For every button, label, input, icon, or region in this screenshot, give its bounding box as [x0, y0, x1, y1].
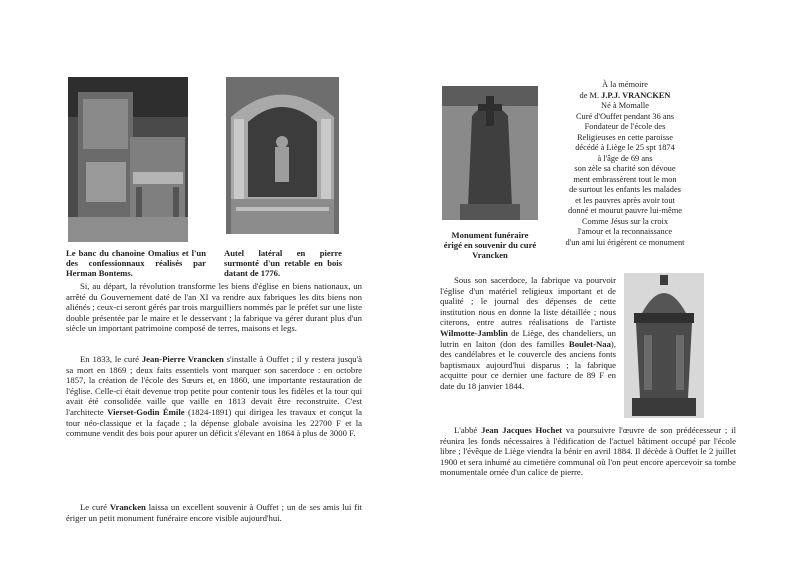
- photo-confessional: [68, 77, 188, 242]
- text-run: va poursuivre l'œuvre de son prédécesseur ; il réunira les fonds nécessaires à l'édification de l'actuel bâtiment occupé par l'école libre ; l'évêque de Liège viendra la bénir en avril 1884. Il décède à Ouffet le 2 juillet 1900 et sera inhumé au cimetière communal où l'on peut encore apercevoir sa tombe monumentale ornée d'un calice de pierre.: [440, 425, 736, 478]
- text-run: décédé à Liège le 25 spt 1874: [575, 143, 675, 152]
- photo-funeral-monument: [442, 86, 538, 220]
- left-paragraph-1: Si, au départ, la révolution transforme les biens d'église en biens nationaux, un arrêté du Gouvernement daté de l'an XI va rendre aux fabriques les dits biens non aliénés ; ceux-ci seront gérés par trois marguilliers nommés par le préfet sur une liste double présentée par le maire et le desservant ; la fabrique va gérer durant plus d'un siècle un important patrimoine composé de terres, maisons et legs.: [66, 281, 362, 334]
- text-run: ment embrassèrent tout le mon: [573, 174, 677, 184]
- right-paragraph-1: [440, 275, 616, 392]
- memorial-line: [540, 80, 710, 91]
- text-run: l'amour et la reconnaissance: [577, 227, 673, 236]
- text-run: de M.: [579, 90, 602, 100]
- caption-funeral-monument: Monument funéraire érigé en souvenir du curé Vrancken: [443, 230, 537, 260]
- left-paragraph-3: [66, 502, 362, 523]
- bold-name: Jean-Pierre Vrancken: [141, 354, 224, 364]
- memorial-line: [540, 217, 710, 228]
- memorial-line: [540, 101, 710, 112]
- text-run: Né à Momalle: [601, 101, 649, 110]
- bold-name: Jean Jacques Hochet: [481, 425, 563, 435]
- memorial-line: [540, 91, 710, 102]
- text-run: et les pauvres après avoir tout: [575, 195, 675, 205]
- bold-name: Wilmotte-Jamblin: [440, 327, 508, 338]
- bold-name: Vierset-Godin Émile: [107, 406, 185, 417]
- text-run: Religieuses en cette paroisse: [576, 132, 674, 142]
- memorial-line: [540, 143, 710, 154]
- text-run: laissa un excellent souvenir à Ouffet ; un de ses amis lui fit ériger un petit monument funéraire encore visible aujourd'hui.: [66, 502, 362, 523]
- text-run: À la mémoire: [601, 80, 649, 89]
- right-paragraph-2: [440, 425, 736, 478]
- memorial-line: [540, 238, 710, 249]
- memorial-line: [540, 154, 710, 165]
- text-run: s'installe à Ouffet ; il y restera jusqu'à sa mort en 1869 ; deux faits essentiels vont marquer son sacerdoce : en octobre 1857, la création de l'école des Sœurs et, en 1860, une importante restauration de l'église. Celle-ci était devenue trop petite pour contenir tous les fidèles et la tour qui avait été consolidée vaille que vaille en 1813 devait être reconstruite. C'est l'architecte: [66, 354, 362, 417]
- bold-name: Vrancken: [109, 502, 146, 512]
- text-run: Comme Jésus sur la croix: [581, 216, 669, 226]
- text-run: son zèle sa charité son dévoue: [574, 164, 676, 173]
- memorial-line: [540, 175, 710, 186]
- text-run: En 1833, le curé: [80, 354, 142, 364]
- text-run: à l'âge de 69 ans: [597, 153, 653, 163]
- text-run: Curé d'Ouffet pendant 36 ans: [575, 111, 675, 121]
- memorial-line: [540, 112, 710, 123]
- text-run: de Liège, des chandeliers, un lutrin en laiton (don des familles: [440, 327, 616, 349]
- bold-name: J.P.J. VRANCKEN: [601, 90, 671, 100]
- text-run: L'abbé: [454, 425, 482, 435]
- text-run: d'un ami lui érigèrent ce monument: [565, 237, 685, 247]
- memorial-line: [540, 196, 710, 207]
- memorial-line: [540, 206, 710, 217]
- text-run: (1824-1891) qui dirigea les travaux et conçut la tour néo-classique et la façade ; la dépense globale avoisina les 22700 F et la commune vendit des bois pour apurer un déficit s'élevant en 1864 à plus de 3000 F.: [66, 406, 363, 439]
- caption-altar: Autel latéral en pierre surmonté d'un retable en bois datant de 1776.: [224, 248, 342, 278]
- photo-altar: [226, 77, 339, 234]
- text-run: donné et mourut pauvre lui-même: [568, 206, 682, 215]
- caption-confessional: Le banc du chanoine Omalius et l'un des confessionnaux réalisés par Herman Bontems.: [66, 248, 206, 278]
- memorial-line: [540, 122, 710, 133]
- bold-name: Boulet-Naa: [568, 338, 611, 349]
- text-run: ), des candélabres et le couvercle des anciens fonts baptismaux aujourd'hui disparus ; la fabrique acquitte pour ce dernier une facture de 89 F en date du 18 janvier 1844.: [440, 338, 616, 391]
- text-run: de surtout les enfants les malades: [569, 185, 681, 194]
- photo-baptismal-font-cover: [624, 273, 704, 418]
- memorial-line: [540, 133, 710, 144]
- memorial-line: [540, 164, 710, 175]
- text-run: Fondateur de l'école des: [584, 122, 666, 131]
- left-paragraph-2: [66, 354, 362, 439]
- memorial-line: [540, 185, 710, 196]
- text-run: Sous son sacerdoce, la fabrique va pourvoir l'église d'un matériel religieux important et de qualité ; le journal des dépenses de cette institution nous en donne la liste détaillée ; nous citerons, entre autres réalisations de l'artiste: [440, 275, 616, 328]
- memorial-line: [540, 227, 710, 238]
- memorial-inscription: [540, 80, 710, 248]
- text-run: Le curé: [80, 502, 110, 512]
